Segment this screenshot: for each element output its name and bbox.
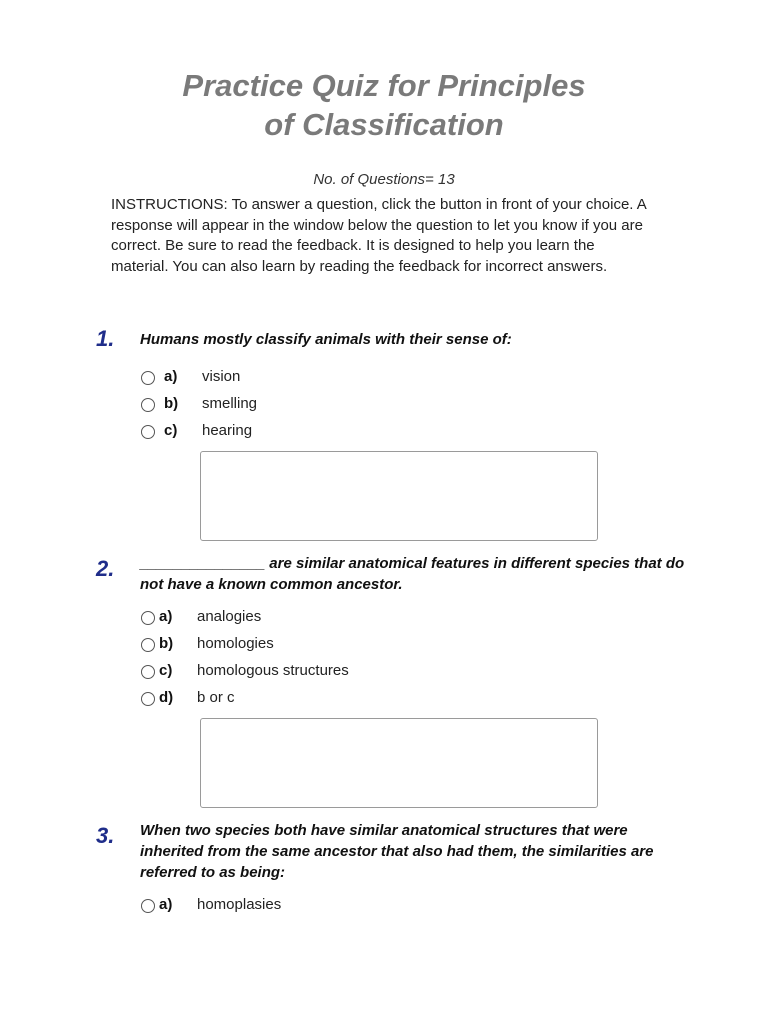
question-text: When two species both have similar anatomical structures that were inherited from the same ancestor that also had them, the similarities are referred to as being: xyxy=(140,822,654,881)
option-letter: a) xyxy=(159,896,173,913)
title-line-1: Practice Quiz for Principles xyxy=(182,68,586,103)
feedback-box[interactable] xyxy=(200,718,598,808)
question-text: _______________ are similar anatomical features in different species that do not have a known common ancestor. xyxy=(140,555,685,593)
radio-button[interactable] xyxy=(141,398,155,412)
radio-button[interactable] xyxy=(141,665,155,679)
question-number: 1. xyxy=(96,326,115,351)
radio-button[interactable] xyxy=(141,692,155,706)
question-number: 3. xyxy=(96,823,115,848)
option-text: b or c xyxy=(197,689,235,706)
question-text: Humans mostly classify animals with their sense of: xyxy=(140,331,512,348)
question-number: 2. xyxy=(96,556,115,581)
option-letter: c) xyxy=(164,422,178,439)
option-text: homologies xyxy=(197,635,274,652)
option-text: vision xyxy=(202,368,241,385)
option-letter: a) xyxy=(159,608,173,625)
option-text: homologous structures xyxy=(197,662,349,679)
option-text: hearing xyxy=(202,422,253,439)
option-letter: d) xyxy=(159,689,174,706)
option-text: analogies xyxy=(197,608,262,625)
question-count: No. of Questions= 13 xyxy=(313,171,455,188)
option-letter: b) xyxy=(164,395,179,412)
page-title xyxy=(0,66,768,144)
radio-button[interactable] xyxy=(141,425,155,439)
title-line-2: of Classification xyxy=(264,107,504,142)
option-text: homoplasies xyxy=(197,896,282,913)
option-letter: a) xyxy=(164,368,178,385)
option-letter: b) xyxy=(159,635,174,652)
radio-button[interactable] xyxy=(141,371,155,385)
option-text: smelling xyxy=(202,395,258,412)
radio-button[interactable] xyxy=(141,899,155,913)
radio-button[interactable] xyxy=(141,611,155,625)
feedback-box[interactable] xyxy=(200,451,598,541)
radio-button[interactable] xyxy=(141,638,155,652)
instructions-text: INSTRUCTIONS: To answer a question, click the button in front of your choice. A response will appear in the window below the question to let you know if you are correct. Be sure to read the feedback. It is designed to help you learn the material. You can also learn by reading the feedback for incorrect answers. xyxy=(111,196,646,276)
option-letter: c) xyxy=(159,662,173,679)
